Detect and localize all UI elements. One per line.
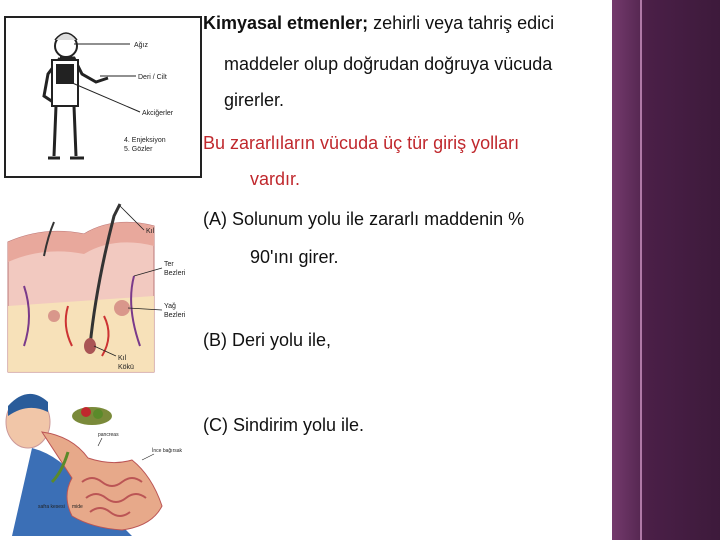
item-c: (C) Sindirim yolu ile.	[203, 415, 365, 435]
red-line-1: Bu zararlıların vücuda üç tür giriş yolları	[203, 133, 520, 153]
label-gozler: 5. Gözler	[124, 146, 153, 153]
digestive-system-figure	[2, 386, 198, 538]
decorative-side-band	[612, 0, 720, 540]
label-pancreas: pancreas	[98, 432, 119, 438]
label-enjeksiyon: 4. Enjeksiyon	[124, 137, 166, 144]
label-ince-bagirsak: İnce bağırsak	[152, 448, 183, 454]
label-kil-koku-2: Kökü	[118, 364, 134, 371]
heading-rest: zehirli veya tahriş edici	[368, 13, 555, 33]
label-kil: Kıl	[146, 228, 155, 235]
heading-bold-term: Kimyasal etmenler;	[203, 13, 369, 33]
label-yag-bezleri: Bezleri	[164, 312, 186, 319]
label-ter-bezleri: Bezleri	[164, 270, 186, 277]
item-a-line-1: (A) Solunum yolu ile zararlı maddenin %	[203, 209, 525, 229]
heading-line-2: maddeler olup doğrudan doğruya vücuda	[224, 54, 553, 74]
red-line-2: vardır.	[250, 169, 301, 189]
decorative-side-line	[640, 0, 642, 540]
label-agiz: Ağız	[134, 42, 149, 49]
item-a-line-2: 90'ını girer.	[250, 247, 339, 267]
label-ter: Ter	[164, 261, 174, 268]
label-akcigerler: Akciğerler	[142, 110, 174, 117]
label-mide: mide	[72, 504, 83, 510]
heading-line-3: girerler.	[224, 90, 285, 110]
body-entry-routes-figure	[4, 16, 202, 178]
skin-cross-section-figure	[4, 196, 200, 382]
heading-line-1	[203, 12, 554, 34]
label-yag: Yağ	[164, 303, 176, 310]
label-kil-koku-1: Kıl	[118, 355, 127, 362]
item-b: (B) Deri yolu ile,	[203, 330, 332, 350]
label-safra-kesesi: safra kesesi	[38, 504, 65, 510]
label-deri: Deri / Cilt	[138, 74, 167, 81]
